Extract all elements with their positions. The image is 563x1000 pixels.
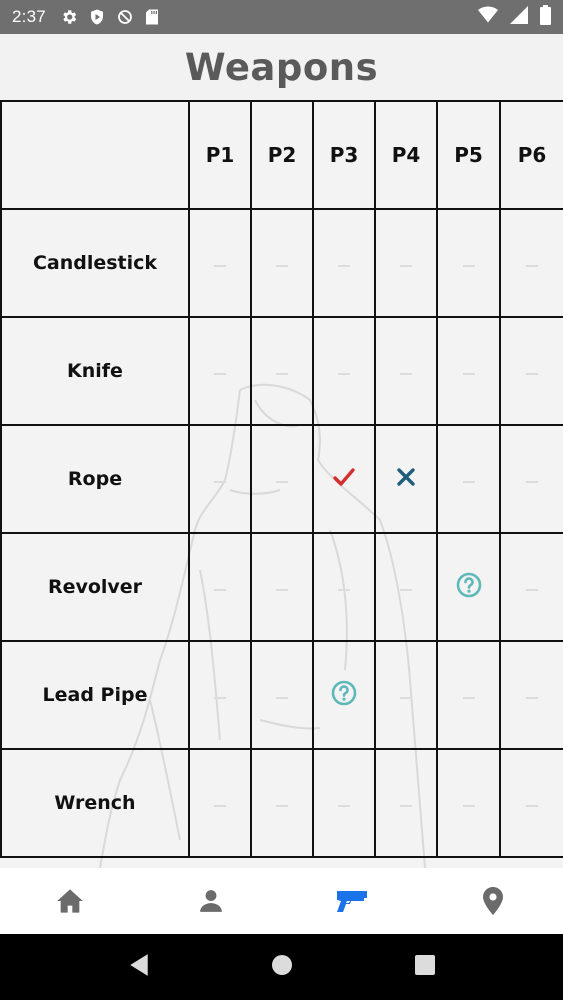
- table-row: [1, 317, 563, 425]
- empty-mark: [276, 265, 288, 267]
- location-pin-icon: [482, 887, 504, 915]
- empty-mark: [400, 805, 412, 807]
- grid-cell-p3[interactable]: [313, 425, 375, 533]
- empty-mark: [214, 589, 226, 591]
- corner-cell: [1, 101, 189, 209]
- empty-mark: [463, 265, 475, 267]
- status-bar: [0, 0, 563, 34]
- question-icon: [331, 680, 357, 706]
- empty-mark: [463, 373, 475, 375]
- row-label: Revolver: [1, 533, 189, 641]
- grid-cell-p5[interactable]: [437, 317, 500, 425]
- empty-mark: [214, 805, 226, 807]
- battery-icon: [540, 5, 551, 30]
- home-icon: [56, 888, 84, 914]
- column-header-p1: P1: [189, 101, 251, 209]
- empty-mark: [400, 265, 412, 267]
- nav-location-button[interactable]: [458, 876, 528, 926]
- no-sync-icon: [116, 8, 134, 26]
- grid-cell-p3[interactable]: [313, 317, 375, 425]
- grid-cell-p2[interactable]: [251, 317, 313, 425]
- home-circle-icon[interactable]: [270, 953, 294, 982]
- gun-icon: [335, 888, 369, 914]
- recents-icon[interactable]: [414, 954, 436, 981]
- grid-cell-p3[interactable]: [313, 641, 375, 749]
- grid-cell-p1[interactable]: [189, 641, 251, 749]
- table-row: [1, 425, 563, 533]
- grid-cell-p2[interactable]: [251, 533, 313, 641]
- title-bar: [0, 34, 563, 100]
- wifi-icon: [478, 6, 498, 29]
- grid-cell-p5[interactable]: [437, 209, 500, 317]
- grid-cell-p5[interactable]: [437, 533, 500, 641]
- empty-mark: [214, 265, 226, 267]
- empty-mark: [526, 697, 538, 699]
- table-row: [1, 749, 563, 857]
- shield-play-icon: [88, 8, 106, 26]
- column-header-p4: P4: [375, 101, 437, 209]
- grid-cell-p2[interactable]: [251, 749, 313, 857]
- empty-mark: [338, 265, 350, 267]
- grid-cell-p4[interactable]: [375, 425, 437, 533]
- grid-cell-p5[interactable]: [437, 749, 500, 857]
- nav-home-button[interactable]: [35, 876, 105, 926]
- gear-icon: [60, 8, 78, 26]
- empty-mark: [214, 481, 226, 483]
- grid-cell-p2[interactable]: [251, 641, 313, 749]
- question-icon: [456, 572, 482, 598]
- grid-cell-p3[interactable]: [313, 209, 375, 317]
- column-header-p5: P5: [437, 101, 500, 209]
- grid-cell-p6[interactable]: [500, 749, 563, 857]
- grid-cell-p5[interactable]: [437, 425, 500, 533]
- grid-cell-p6[interactable]: [500, 641, 563, 749]
- back-icon[interactable]: [128, 953, 150, 982]
- empty-mark: [526, 481, 538, 483]
- nav-person-button[interactable]: [176, 876, 246, 926]
- grid-cell-p3[interactable]: [313, 533, 375, 641]
- empty-mark: [526, 805, 538, 807]
- sd-card-icon: [144, 8, 160, 26]
- row-label: Knife: [1, 317, 189, 425]
- column-header-p6: P6: [500, 101, 563, 209]
- empty-mark: [276, 481, 288, 483]
- grid-cell-p5[interactable]: [437, 641, 500, 749]
- empty-mark: [400, 589, 412, 591]
- grid-cell-p2[interactable]: [251, 209, 313, 317]
- empty-mark: [526, 265, 538, 267]
- weapons-grid-area: [0, 100, 563, 868]
- empty-mark: [338, 373, 350, 375]
- empty-mark: [276, 373, 288, 375]
- column-header-p2: P2: [251, 101, 313, 209]
- grid-cell-p1[interactable]: [189, 749, 251, 857]
- empty-mark: [276, 589, 288, 591]
- grid-cell-p1[interactable]: [189, 533, 251, 641]
- weapons-grid: [0, 100, 563, 858]
- grid-cell-p2[interactable]: [251, 425, 313, 533]
- signal-icon: [510, 6, 528, 29]
- empty-mark: [463, 805, 475, 807]
- empty-mark: [276, 697, 288, 699]
- grid-cell-p1[interactable]: [189, 209, 251, 317]
- bottom-navigation: [0, 868, 563, 934]
- empty-mark: [400, 697, 412, 699]
- row-label: Candlestick: [1, 209, 189, 317]
- column-header-p3: P3: [313, 101, 375, 209]
- grid-cell-p6[interactable]: [500, 209, 563, 317]
- empty-mark: [338, 589, 350, 591]
- grid-cell-p6[interactable]: [500, 317, 563, 425]
- grid-cell-p1[interactable]: [189, 425, 251, 533]
- cross-icon: [396, 467, 416, 487]
- table-row: [1, 641, 563, 749]
- empty-mark: [214, 697, 226, 699]
- grid-cell-p4[interactable]: [375, 209, 437, 317]
- empty-mark: [526, 373, 538, 375]
- empty-mark: [463, 697, 475, 699]
- empty-mark: [400, 373, 412, 375]
- table-row: [1, 209, 563, 317]
- check-icon: [332, 467, 356, 487]
- row-label: Wrench: [1, 749, 189, 857]
- grid-cell-p4[interactable]: [375, 533, 437, 641]
- person-icon: [198, 888, 224, 914]
- grid-cell-p4[interactable]: [375, 317, 437, 425]
- page-title: Weapons: [184, 45, 379, 89]
- system-navigation: [0, 934, 563, 1000]
- grid-cell-p6[interactable]: [500, 425, 563, 533]
- empty-mark: [338, 805, 350, 807]
- status-time: 2:37: [12, 7, 46, 26]
- row-label: Lead Pipe: [1, 641, 189, 749]
- row-label: Rope: [1, 425, 189, 533]
- header-row: [1, 101, 563, 209]
- empty-mark: [214, 373, 226, 375]
- grid-cell-p4[interactable]: [375, 641, 437, 749]
- table-row: [1, 533, 563, 641]
- grid-cell-p3[interactable]: [313, 749, 375, 857]
- empty-mark: [463, 481, 475, 483]
- grid-cell-p4[interactable]: [375, 749, 437, 857]
- grid-cell-p1[interactable]: [189, 317, 251, 425]
- empty-mark: [276, 805, 288, 807]
- grid-cell-p6[interactable]: [500, 533, 563, 641]
- empty-mark: [526, 589, 538, 591]
- nav-weapons-button[interactable]: [317, 876, 387, 926]
